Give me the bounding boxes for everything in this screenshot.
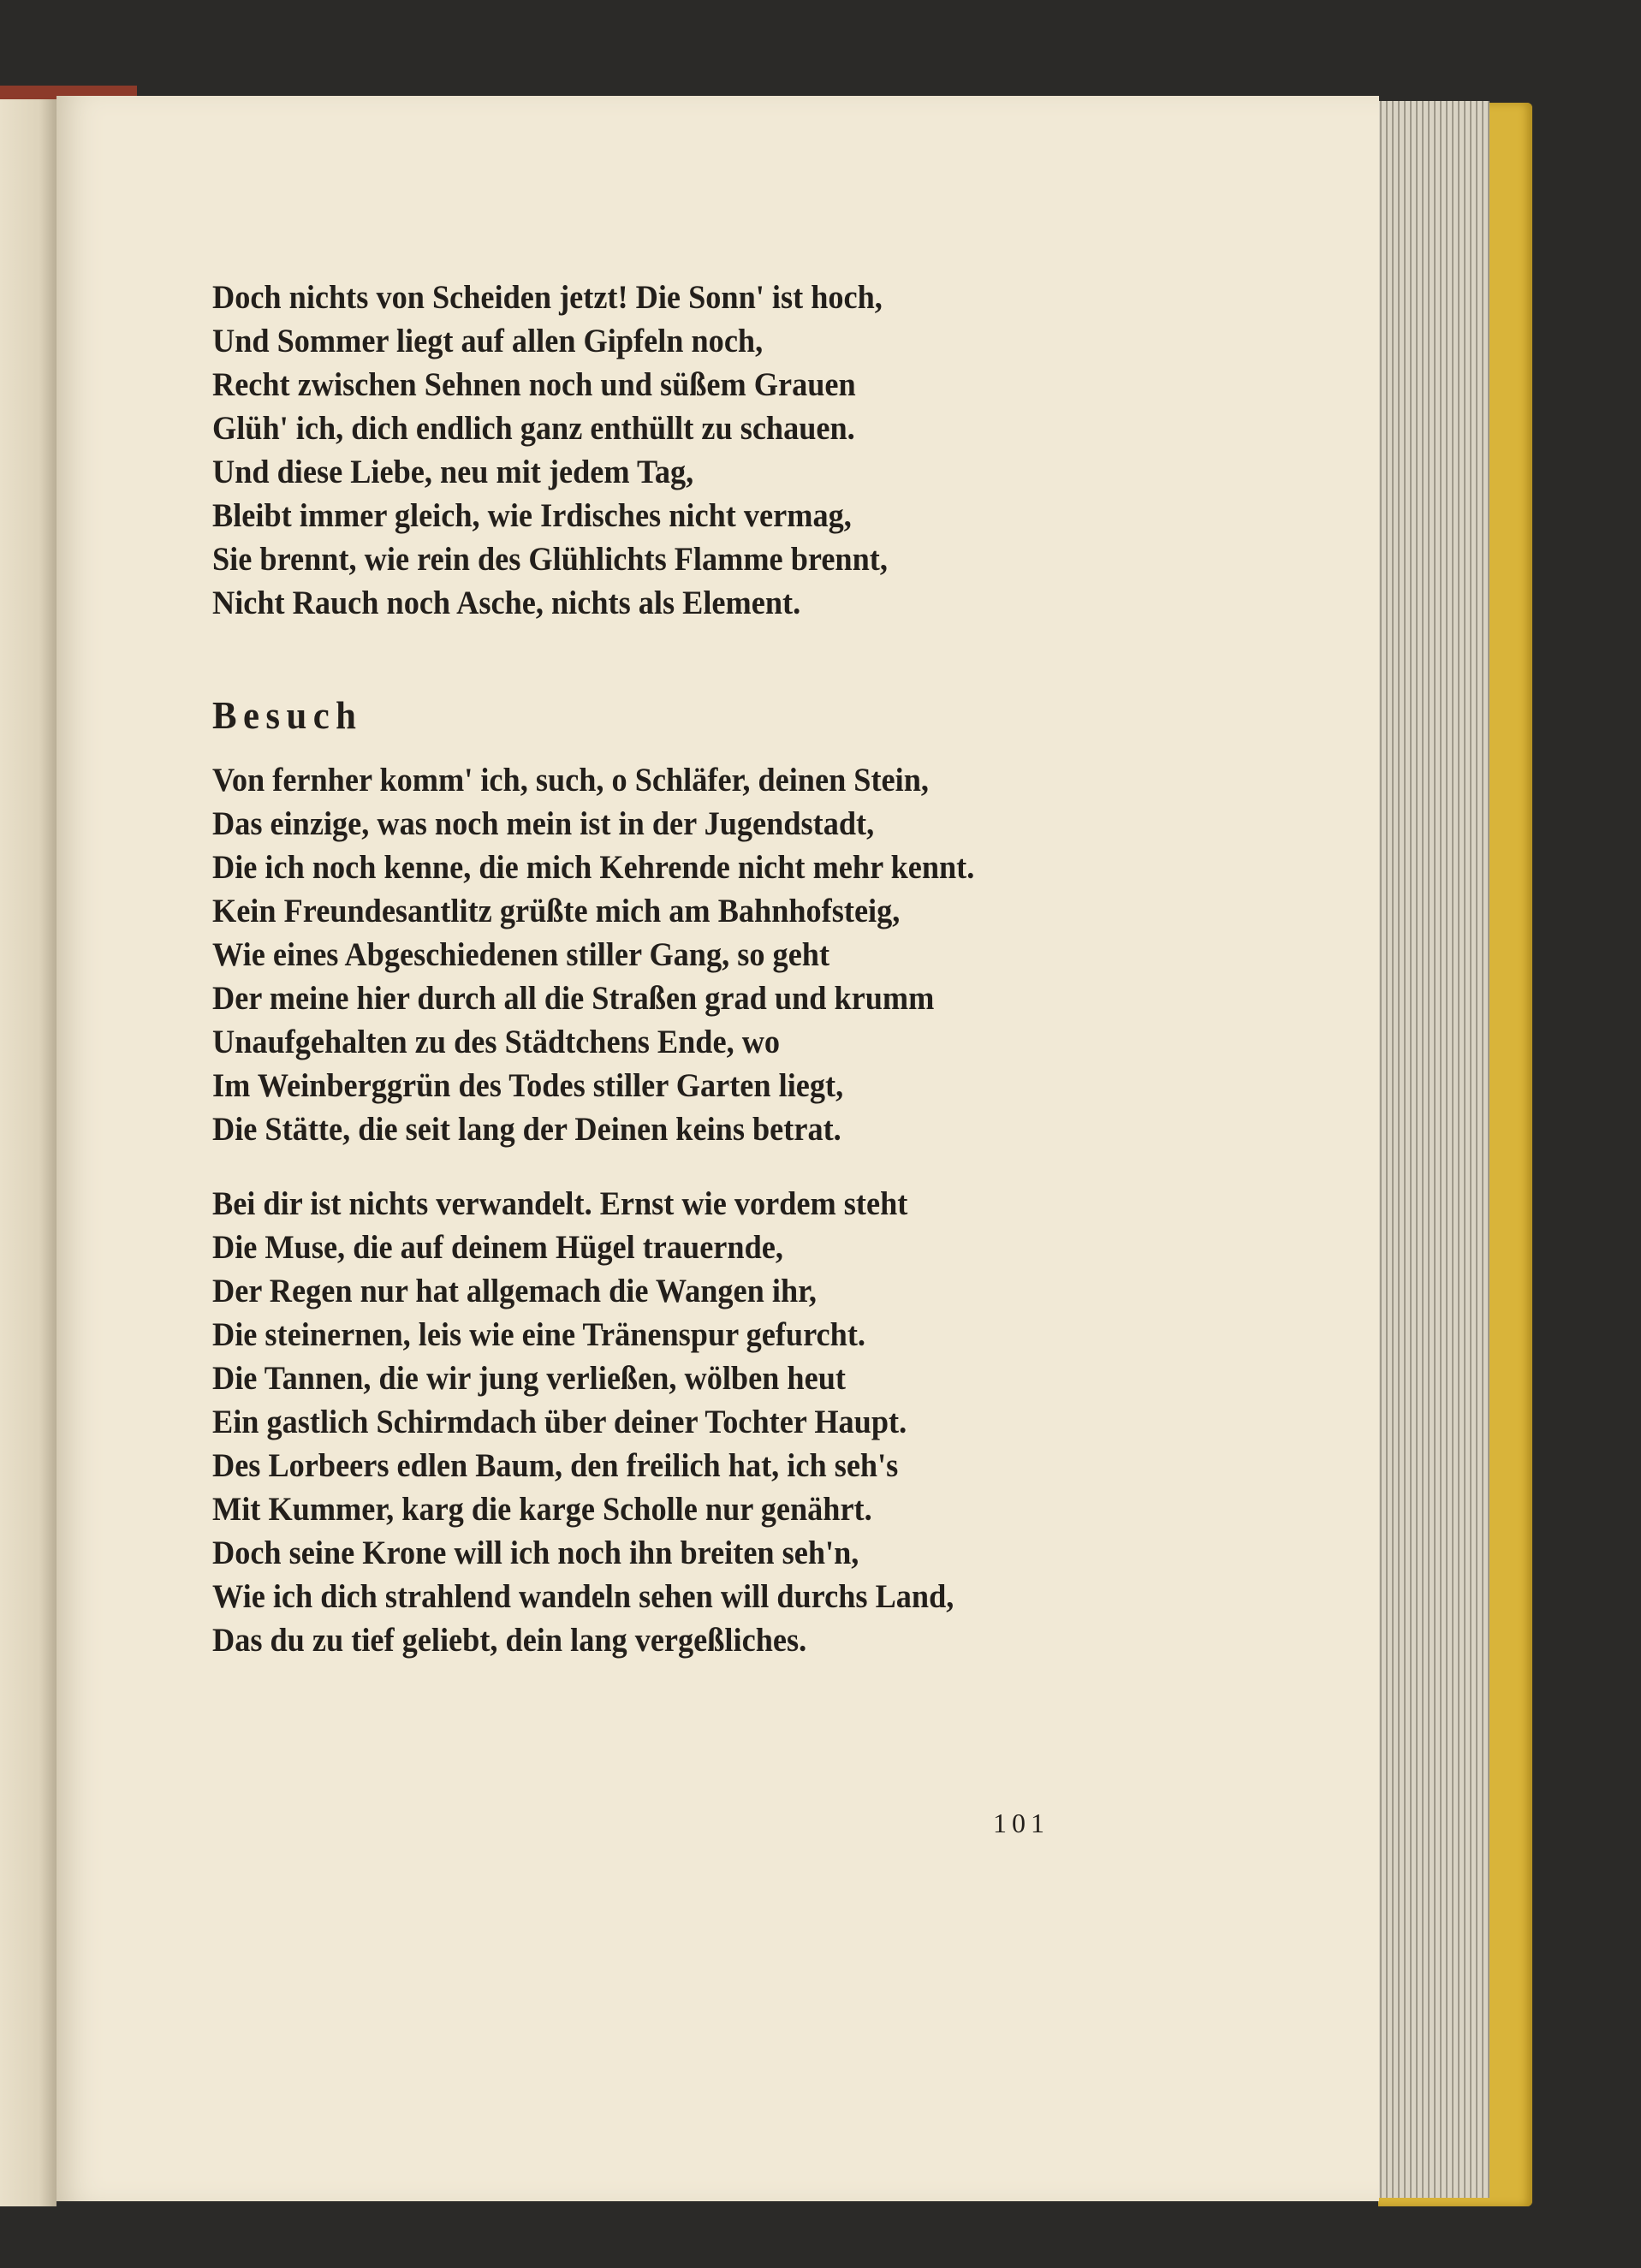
verse-line: Wie eines Abgeschiedenen stiller Gang, so geht (212, 936, 830, 973)
stanza-2 (212, 758, 1032, 1151)
verse-line: Im Weinberggrün des Todes stiller Garten liegt, (212, 1067, 844, 1104)
stanza-1 (212, 276, 1032, 625)
verse-line: Die ich noch kenne, die mich Kehrende nicht mehr kennt. (212, 849, 975, 886)
verse-line: Die Stätte, die seit lang der Deinen keins betrat. (212, 1111, 841, 1148)
verse-line: Bleibt immer gleich, wie Irdisches nicht vermag, (212, 497, 852, 534)
verse-line: Ein gastlich Schirmdach über deiner Tochter Haupt. (212, 1404, 907, 1440)
verse-line: Doch nichts von Scheiden jetzt! Die Sonn' ist hoch, (212, 279, 883, 316)
verse-line: Und Sommer liegt auf allen Gipfeln noch, (212, 323, 764, 359)
verse-line: Mit Kummer, karg die karge Scholle nur genährt. (212, 1491, 872, 1528)
verse-line: Von fernher komm' ich, such, o Schläfer, deinen Stein, (212, 762, 929, 799)
verse-line: Die steinernen, leis wie eine Tränenspur gefurcht. (212, 1316, 865, 1353)
verse-line: Des Lorbeers edlen Baum, den freilich hat, ich seh's (212, 1447, 899, 1484)
verse-line: Der Regen nur hat allgemach die Wangen ihr, (212, 1273, 817, 1309)
verse-line: Kein Freundesantlitz grüßte mich am Bahnhofsteig, (212, 893, 901, 929)
verse-line: Bei dir ist nichts verwandelt. Ernst wie vordem steht (212, 1185, 908, 1222)
left-page-edge (0, 92, 56, 2206)
verse-line: Sie brennt, wie rein des Glühlichts Flamme brennt, (212, 541, 888, 578)
page-edges (1370, 101, 1489, 2198)
poem-title: Besuch (212, 693, 363, 737)
verse-line: Das einzige, was noch mein ist in der Jugendstadt, (212, 805, 875, 842)
verse-line: Das du zu tief geliebt, dein lang vergeßliches. (212, 1622, 807, 1659)
verse-line: Glüh' ich, dich endlich ganz enthüllt zu schauen. (212, 410, 855, 447)
verse-line: Doch seine Krone will ich noch ihn breiten seh'n, (212, 1535, 859, 1571)
verse-line: Der meine hier durch all die Straßen grad und krumm (212, 980, 935, 1017)
verse-line: Unaufgehalten zu des Städtchens Ende, wo (212, 1024, 781, 1060)
verse-line: Wie ich dich strahlend wandeln sehen will durchs Land, (212, 1578, 954, 1615)
page-number: 101 (993, 1808, 1049, 1838)
stanza-3 (212, 1182, 1032, 1662)
verse-line: Die Muse, die auf deinem Hügel trauernde, (212, 1229, 783, 1266)
verse-line: Die Tannen, die wir jung verließen, wölben heut (212, 1360, 846, 1397)
verse-line: Recht zwischen Sehnen noch und süßem Grauen (212, 366, 856, 403)
verse-line: Nicht Rauch noch Asche, nichts als Element. (212, 585, 801, 621)
poem-text (212, 276, 1032, 1662)
verse-line: Und diese Liebe, neu mit jedem Tag, (212, 454, 694, 490)
